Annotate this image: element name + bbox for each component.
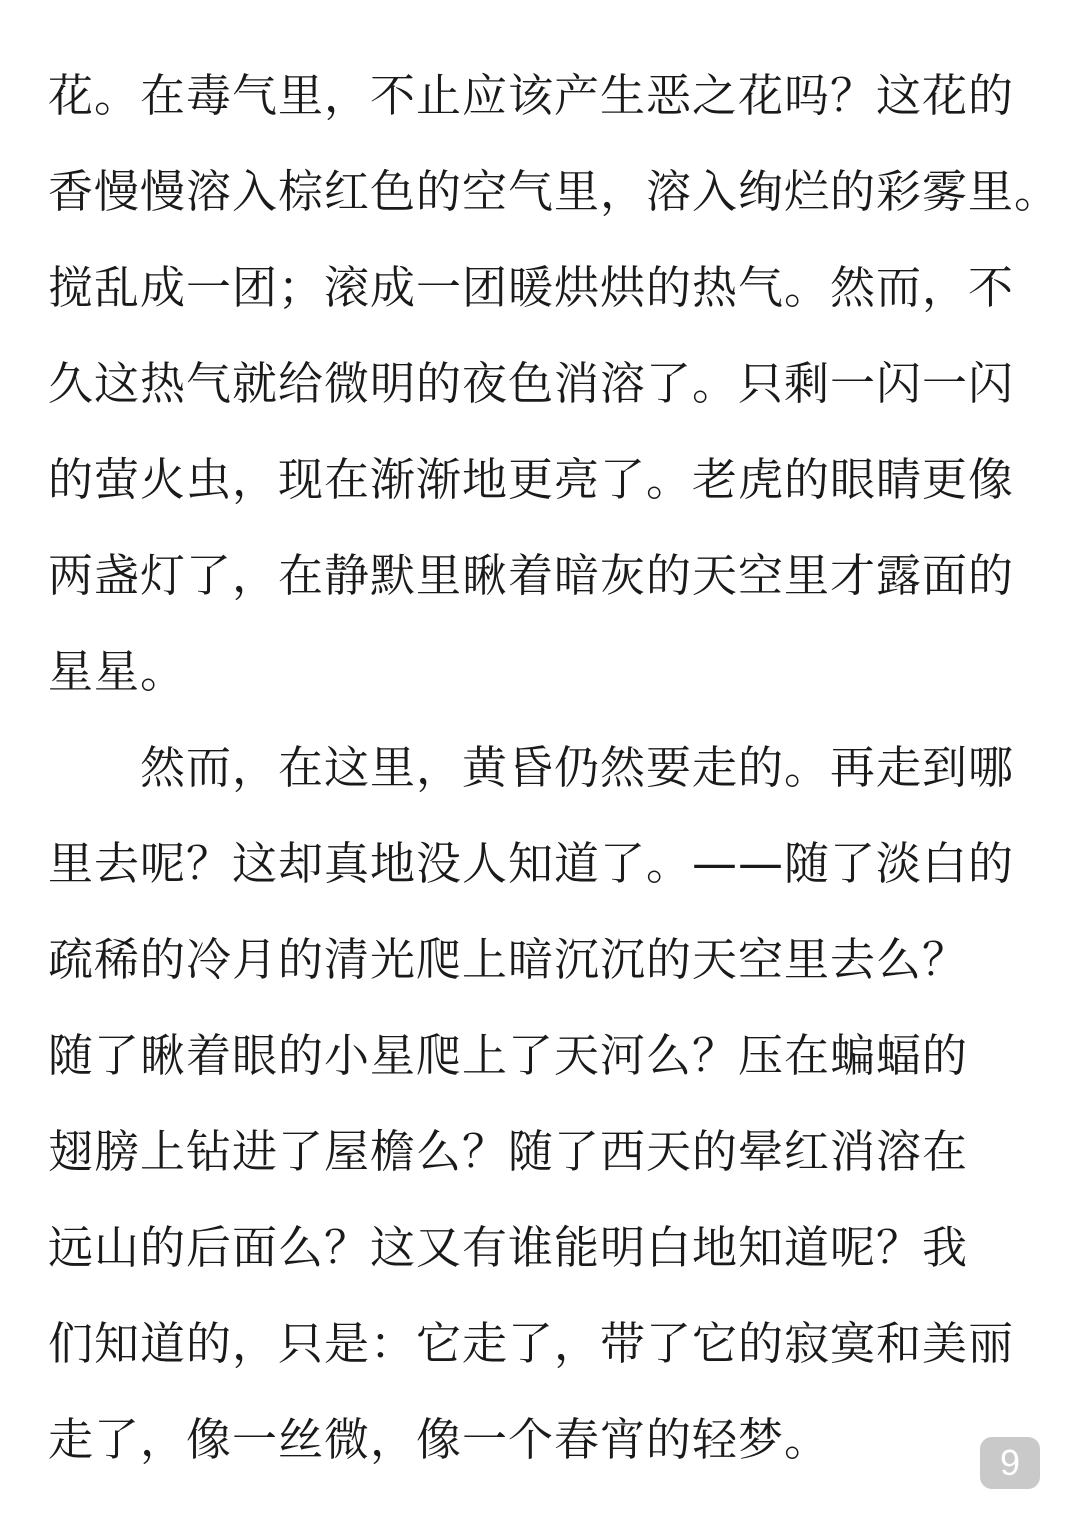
text-line: 香慢慢溶入棕红色的空气里，溶入绚烂的彩雾里。 xyxy=(48,165,1061,218)
text-line: 远山的后面么？这又有谁能明白地知道呢？我 xyxy=(48,1221,969,1274)
text-line: 翅膀上钻进了屋檐么？随了西天的晕红消溶在 xyxy=(48,1125,969,1178)
text-line: 的萤火虫，现在渐渐地更亮了。老虎的眼睛更像 xyxy=(48,453,1015,506)
text-line: 久这热气就给微明的夜色消溶了。只剩一闪一闪 xyxy=(48,357,1015,410)
text-line: 走了，像一丝微，像一个春宵的轻梦。 xyxy=(48,1413,831,1466)
text-line: 们知道的，只是：它走了，带了它的寂寞和美丽 xyxy=(48,1317,1015,1370)
text-line: 随了瞅着眼的小星爬上了天河么？压在蝙蝠的 xyxy=(48,1029,969,1082)
text-line: 花。在毒气里，不止应该产生恶之花吗？这花的 xyxy=(48,69,1015,122)
text-line: 疏稀的冷月的清光爬上暗沉沉的天空里去么？ xyxy=(48,933,969,986)
text-line: 两盏灯了，在静默里瞅着暗灰的天空里才露面的 xyxy=(48,549,1015,602)
page-number-badge: 9 xyxy=(980,1437,1040,1489)
text-line: 星星。 xyxy=(48,645,187,698)
text-line: 里去呢？这却真地没人知道了。——随了淡白的 xyxy=(48,837,1015,890)
text-line: 搅乱成一团；滚成一团暖烘烘的热气。然而，不 xyxy=(48,261,1015,314)
paragraph-first-line: 然而，在这里，黄昏仍然要走的。再走到哪 xyxy=(140,741,1015,794)
